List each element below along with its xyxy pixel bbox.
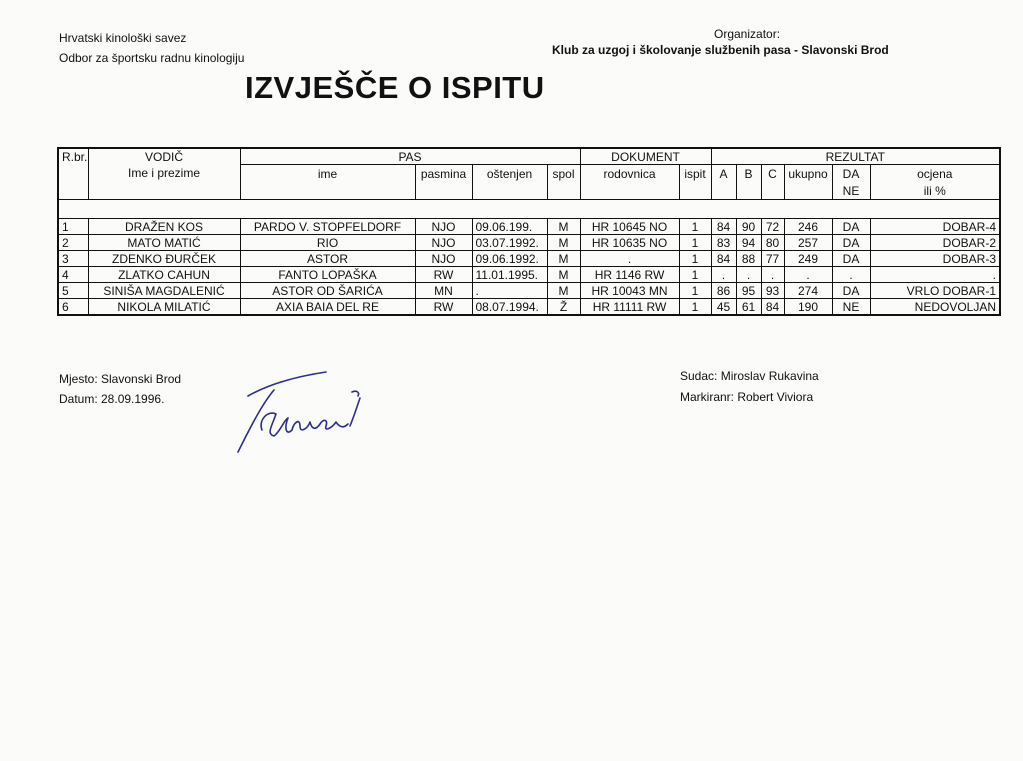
cell-pasmina: NJO xyxy=(415,235,472,251)
cell-dane: NE xyxy=(832,299,870,316)
cell-a: 86 xyxy=(711,283,736,299)
cell-rodovnica: HR 1146 RW xyxy=(580,267,679,283)
cell-a: 84 xyxy=(711,251,736,267)
cell-c: . xyxy=(761,267,784,283)
cell-b: 88 xyxy=(736,251,761,267)
col-header-rbr: R.br. xyxy=(58,148,88,165)
cell-ukupno: 246 xyxy=(784,219,832,235)
organizer-label: Organizator: xyxy=(714,27,781,41)
header-row-columns xyxy=(58,165,1000,183)
cell-dane: DA xyxy=(832,283,870,299)
cell-b: 94 xyxy=(736,235,761,251)
issuer-block xyxy=(59,28,244,68)
officials-block xyxy=(680,366,819,408)
col-header-ostenjen: oštenjen xyxy=(472,165,547,183)
col-header-dane-2: NE xyxy=(832,182,870,200)
col-header-ocjena-2: ili % xyxy=(870,182,1000,200)
cell-spol: M xyxy=(547,267,580,283)
handwritten-signature xyxy=(228,368,378,458)
cell-ocjena: DOBAR-2 xyxy=(870,235,1000,251)
cell-spol: M xyxy=(547,283,580,299)
cell-b: 90 xyxy=(736,219,761,235)
cell-ime: PARDO V. STOPFELDORF xyxy=(240,219,415,235)
cell-rodovnica: HR 10043 MN xyxy=(580,283,679,299)
col-header-ime: ime xyxy=(240,165,415,183)
judge-text: Sudac: Miroslav Rukavina xyxy=(680,369,819,383)
cell-ostenjen: . xyxy=(472,283,547,299)
table-row xyxy=(58,283,1000,299)
cell-ocjena: DOBAR-3 xyxy=(870,251,1000,267)
cell-ime: FANTO LOPAŠKA xyxy=(240,267,415,283)
col-header-spol: spol xyxy=(547,165,580,183)
cell-b: . xyxy=(736,267,761,283)
cell-vodic: MATO MATIĆ xyxy=(88,235,240,251)
location-date-block xyxy=(59,369,181,409)
cell-ispit: 1 xyxy=(679,267,711,283)
cell-rbr: 5 xyxy=(58,283,88,299)
cell-c: 84 xyxy=(761,299,784,316)
cell-pasmina: RW xyxy=(415,267,472,283)
issuer-line-2: Odbor za športsku radnu kinologiju xyxy=(59,51,245,65)
cell-rbr: 2 xyxy=(58,235,88,251)
cell-ispit: 1 xyxy=(679,219,711,235)
table-row xyxy=(58,299,1000,316)
cell-spol: M xyxy=(547,235,580,251)
cell-a: . xyxy=(711,267,736,283)
cell-a: 83 xyxy=(711,235,736,251)
cell-pasmina: NJO xyxy=(415,219,472,235)
marker-text: Markiranr: Robert Viviora xyxy=(680,390,814,404)
cell-ime: ASTOR xyxy=(240,251,415,267)
cell-b: 61 xyxy=(736,299,761,316)
table-row xyxy=(58,219,1000,235)
cell-ostenjen: 08.07.1994. xyxy=(472,299,547,316)
cell-ime: ASTOR OD ŠARIĆA xyxy=(240,283,415,299)
cell-vodic: ZDENKO ĐURČEK xyxy=(88,251,240,267)
cell-ispit: 1 xyxy=(679,299,711,316)
exam-results-table xyxy=(57,147,1001,316)
cell-ostenjen: 03.07.1992. xyxy=(472,235,547,251)
location-text: Mjesto: Slavonski Brod xyxy=(59,372,182,386)
col-header-c: C xyxy=(761,165,784,183)
cell-c: 77 xyxy=(761,251,784,267)
document-title: IZVJEŠČE O ISPITU xyxy=(245,70,545,105)
col-header-pasmina: pasmina xyxy=(415,165,472,183)
cell-ukupno: 249 xyxy=(784,251,832,267)
cell-a: 45 xyxy=(711,299,736,316)
cell-ocjena: NEDOVOLJAN xyxy=(870,299,1000,316)
cell-ostenjen: 09.06.199. xyxy=(472,219,547,235)
table-row xyxy=(58,235,1000,251)
cell-ukupno: 257 xyxy=(784,235,832,251)
cell-vodic: SINIŠA MAGDALENIĆ xyxy=(88,283,240,299)
organizer-name: Klub za uzgoj i školovanje službenih pasa - Slavonski Brod xyxy=(552,43,889,57)
cell-rodovnica: HR 11111 RW xyxy=(580,299,679,316)
cell-pasmina: NJO xyxy=(415,251,472,267)
cell-b: 95 xyxy=(736,283,761,299)
cell-ime: AXIA BAIA DEL RE xyxy=(240,299,415,316)
cell-rbr: 4 xyxy=(58,267,88,283)
cell-spol: M xyxy=(547,251,580,267)
cell-ostenjen: 09.06.1992. xyxy=(472,251,547,267)
cell-ocjena: . xyxy=(870,267,1000,283)
col-header-rodovnica: rodovnica xyxy=(580,165,679,183)
cell-vodic: ZLATKO CAHUN xyxy=(88,267,240,283)
group-header-rezultat: REZULTAT xyxy=(711,148,1000,165)
group-header-pas: PAS xyxy=(240,148,580,165)
cell-vodic: NIKOLA MILATIĆ xyxy=(88,299,240,316)
cell-c: 80 xyxy=(761,235,784,251)
spacer-row xyxy=(58,200,1000,219)
cell-a: 84 xyxy=(711,219,736,235)
col-header-a: A xyxy=(711,165,736,183)
cell-vodic: DRAŽEN KOS xyxy=(88,219,240,235)
cell-ispit: 1 xyxy=(679,251,711,267)
cell-dane: DA xyxy=(832,219,870,235)
cell-c: 72 xyxy=(761,219,784,235)
cell-dane: DA xyxy=(832,251,870,267)
col-header-b: B xyxy=(736,165,761,183)
col-header-vodic-sub: Ime i prezime xyxy=(88,165,240,183)
cell-ispit: 1 xyxy=(679,283,711,299)
col-header-ukupno: ukupno xyxy=(784,165,832,183)
header-row-groups xyxy=(58,148,1000,165)
cell-ocjena: VRLO DOBAR-1 xyxy=(870,283,1000,299)
table-body xyxy=(58,219,1000,316)
cell-pasmina: MN xyxy=(415,283,472,299)
issuer-line-1: Hrvatski kinološki savez xyxy=(59,31,187,45)
col-header-dane-1: DA xyxy=(832,165,870,183)
table-row xyxy=(58,251,1000,267)
table-row xyxy=(58,267,1000,283)
cell-rbr: 6 xyxy=(58,299,88,316)
cell-dane: DA xyxy=(832,235,870,251)
col-header-ispit: ispit xyxy=(679,165,711,183)
cell-dane: . xyxy=(832,267,870,283)
cell-ukupno: 190 xyxy=(784,299,832,316)
cell-c: 93 xyxy=(761,283,784,299)
cell-rbr: 3 xyxy=(58,251,88,267)
cell-spol: M xyxy=(547,219,580,235)
cell-spol: Ž xyxy=(547,299,580,316)
group-header-dokument: DOKUMENT xyxy=(580,148,711,165)
cell-rodovnica: HR 10645 NO xyxy=(580,219,679,235)
header-row-columns-2 xyxy=(58,182,1000,200)
cell-ukupno: . xyxy=(784,267,832,283)
col-header-ocjena-1: ocjena xyxy=(870,165,1000,183)
cell-pasmina: RW xyxy=(415,299,472,316)
date-text: Datum: 28.09.1996. xyxy=(59,392,165,406)
cell-rodovnica: . xyxy=(580,251,679,267)
cell-rodovnica: HR 10635 NO xyxy=(580,235,679,251)
cell-rbr: 1 xyxy=(58,219,88,235)
cell-ocjena: DOBAR-4 xyxy=(870,219,1000,235)
col-header-vodic: VODIČ xyxy=(88,148,240,165)
cell-ispit: 1 xyxy=(679,235,711,251)
cell-ime: RIO xyxy=(240,235,415,251)
cell-ostenjen: 11.01.1995. xyxy=(472,267,547,283)
cell-ukupno: 274 xyxy=(784,283,832,299)
